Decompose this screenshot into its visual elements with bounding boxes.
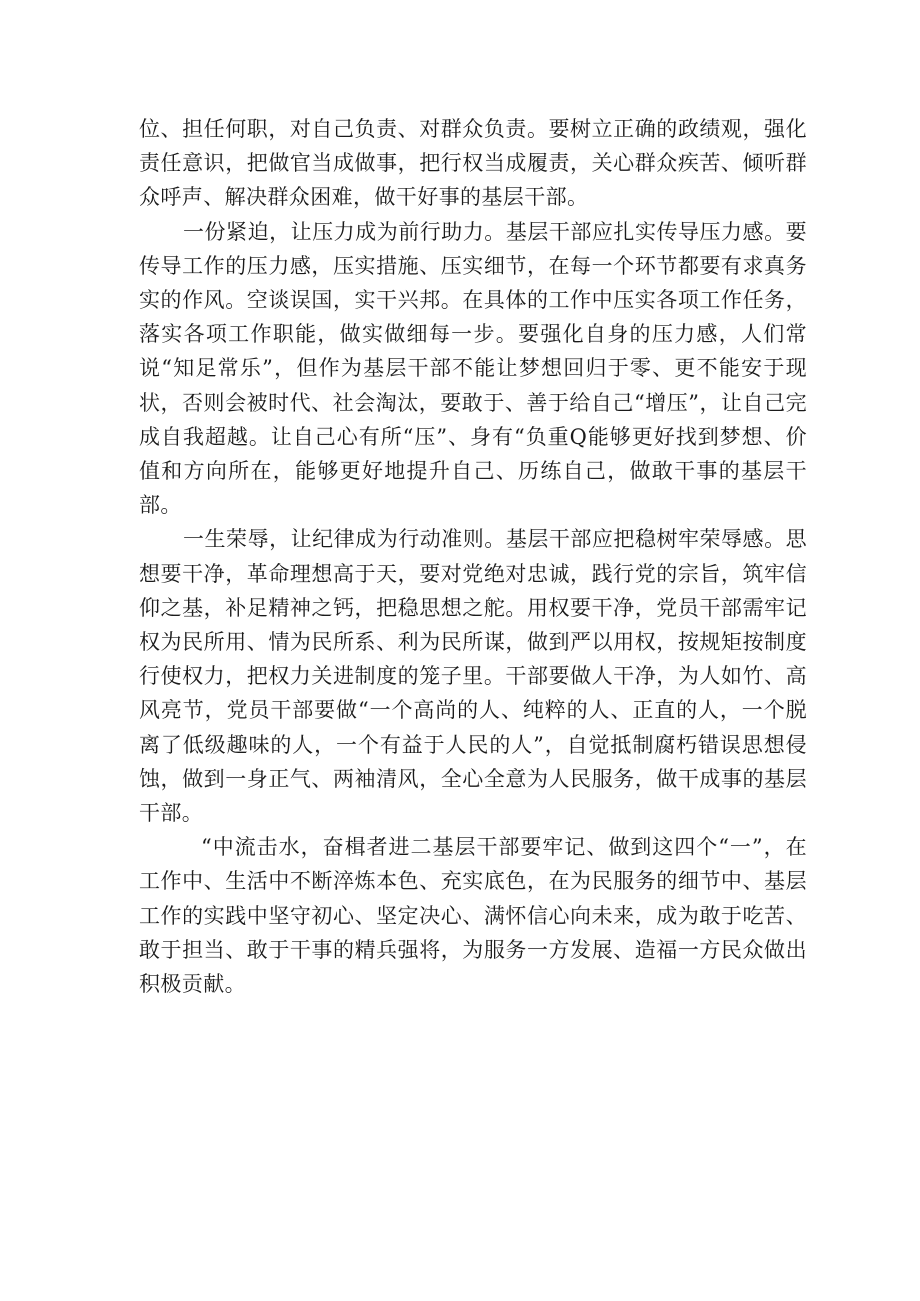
paragraph-3: 一生荣辱，让纪律成为行动准则。基层干部应把稳树牢荣辱感。思想要干净，革命理想高于天，要对党绝对忠诚，践行党的宗旨，筑牢信仰之基，补足精神之钙，把稳思想之舵。用权要干净，党员干部需牢记权为民所用、情为民所系、利为民所谋，做到严以用权，按规矩按制度行使权力，把权力关进制度的笼子里。干部要做人干净，为人如竹、高风亮节，党员干部要做“一个高尚的人、纯粹的人、正直的人，一个脱离了低级趣味的人，一个有益于人民的人”，自觉抵制腐朽错误思想侵蚀，做到一身正气、两袖清风，全心全意为人民服务，做干成事的基层干部。 — [139, 527, 807, 826]
document-page — [139, 112, 807, 1001]
paragraph-1: 位、担任何职，对自己负责、对群众负责。要树立正确的政绩观，强化责任意识，把做官当成做事，把行权当成履责，关心群众疾苦、倾听群众呼声、解决群众困难，做干好事的基层干部。 — [139, 117, 807, 210]
paragraph-4: “中流击水，奋楫者进二基层干部要牢记、做到这四个“一”，在工作中、生活中不断淬炼本色、充实底色，在为民服务的细节中、基层工作的实践中坚守初心、坚定决心、满怀信心向未来，成为敢于吃苦、敢于担当、敢于干事的精兵强将，为服务一方发展、造福一方民众做出积极贡献。 — [139, 835, 807, 997]
paragraph-2: 一份紧迫，让压力成为前行助力。基层干部应扎实传导压力感。要传导工作的压力感，压实措施、压实细节，在每一个环节都要有求真务实的作风。空谈误国，实干兴邦。在具体的工作中压实各项工作任务，落实各项工作职能，做实做细每一步。要强化自身的压力感，人们常说“知足常乐”，但作为基层干部不能让梦想回归于零、更不能安于现状，否则会被时代、社会淘汰，要敢于、善于给自己“增压”，让自己完成自我超越。让自己心有所“压”、身有“负重Q能够更好找到梦想、价值和方向所在，能够更好地提升自己、历练自己，做敢干事的基层干部。 — [139, 219, 807, 518]
